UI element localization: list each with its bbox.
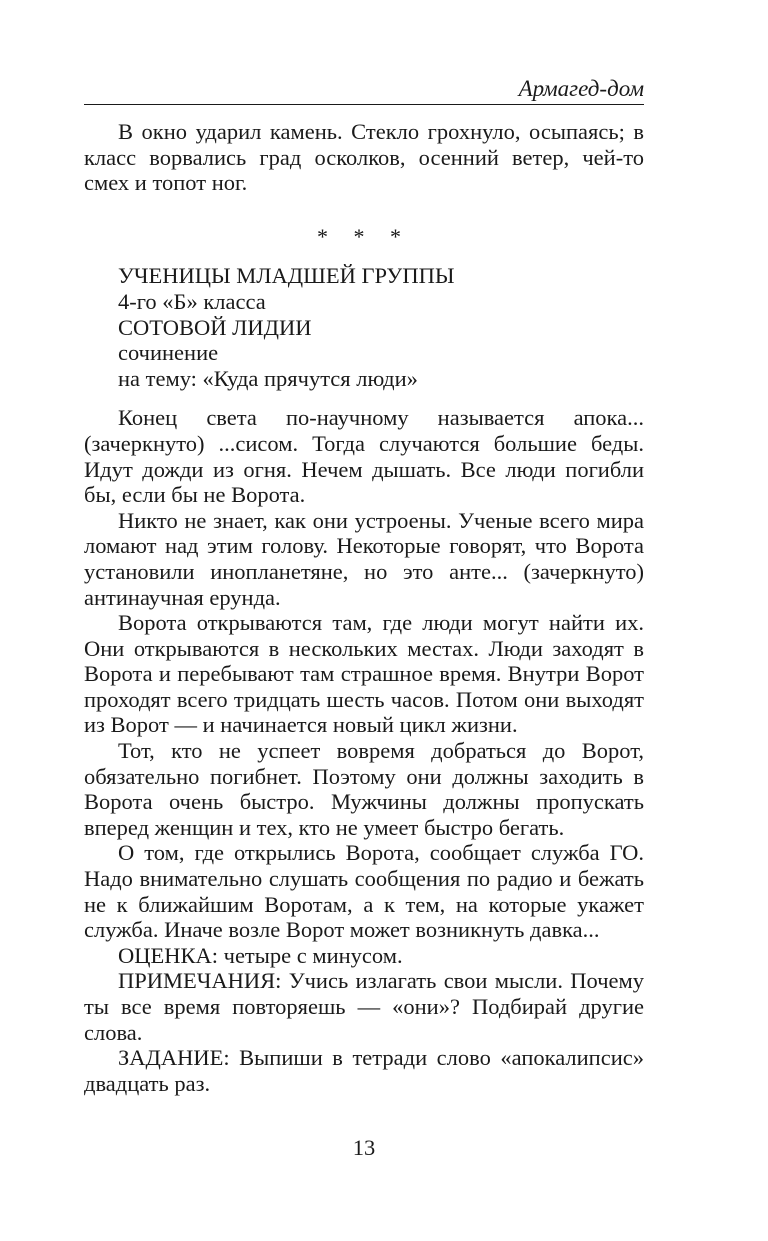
grade-line: ОЦЕНКА: четыре с минусом.	[118, 942, 403, 968]
heading-line: на тему: «Куда прячутся люди»	[118, 365, 418, 391]
intro-paragraph: В окно ударил камень. Стекло грохнуло, осыпаясь; в класс ворвались град осколков, осенний ветер, чей-то смех и топот ног.	[84, 119, 644, 196]
essay-paragraph: Конец света по-научному называется апока... (зачеркнуто) ...сисом. Тогда случаются большие беды. Идут дожди из огня. Нечем дышать. Все люди погибли бы, если бы не Ворота.	[84, 405, 644, 508]
notes-paragraph: ПРИМЕЧАНИЯ: Учись излагать свои мысли. Почему ты все время повторяешь — «они»? Подбирай другие слова.	[84, 968, 644, 1045]
section-separator: * * *	[317, 223, 411, 249]
essay-paragraph: О том, где открылись Ворота, сообщает служба ГО. Надо внимательно слушать сообщения по радио и бежать не к ближайшим Воротам, а к тем, на которые укажет служба. Иначе возле Ворот может возникнуть давка...	[84, 840, 644, 943]
body-text	[84, 119, 644, 1096]
heading-line: 4-го «Б» класса	[118, 288, 266, 314]
assignment-paragraph: ЗАДАНИЕ: Выпиши в тетради слово «апокалипсис» двадцать раз.	[84, 1045, 644, 1096]
essay-heading	[84, 263, 644, 391]
essay-paragraph: Тот, кто не успеет вовремя добраться до Ворот, обязательно погибнет. Поэтому они должны заходить в Ворота очень быстро. Мужчины должны пропускать вперед женщин и тех, кто не умеет быстро бегать.	[84, 738, 644, 840]
page-number: 13	[352, 1135, 376, 1160]
heading-line: УЧЕНИЦЫ МЛАДШЕЙ ГРУППЫ	[118, 263, 455, 289]
essay-paragraph: Ворота открываются там, где люди могут найти их. Они открываются в нескольких местах. Люди заходят в Ворота и перебывают там страшное время. Внутри Ворот проходят всего тридцать шесть часов. Потом они выходят из Ворот — и начинается новый цикл жизни.	[84, 610, 644, 738]
heading-line: сочинение	[118, 340, 219, 366]
essay-paragraph: Никто не знает, как они устроены. Ученые всего мира ломают над этим голову. Некоторые говорят, что Ворота установили инопланетяне, но это анте... (зачеркнуто) антинаучная ерунда.	[84, 507, 644, 610]
header-rule	[84, 104, 644, 105]
running-head: Армагед-дом	[518, 76, 644, 101]
heading-line: СОТОВОЙ ЛИДИИ	[118, 314, 312, 340]
